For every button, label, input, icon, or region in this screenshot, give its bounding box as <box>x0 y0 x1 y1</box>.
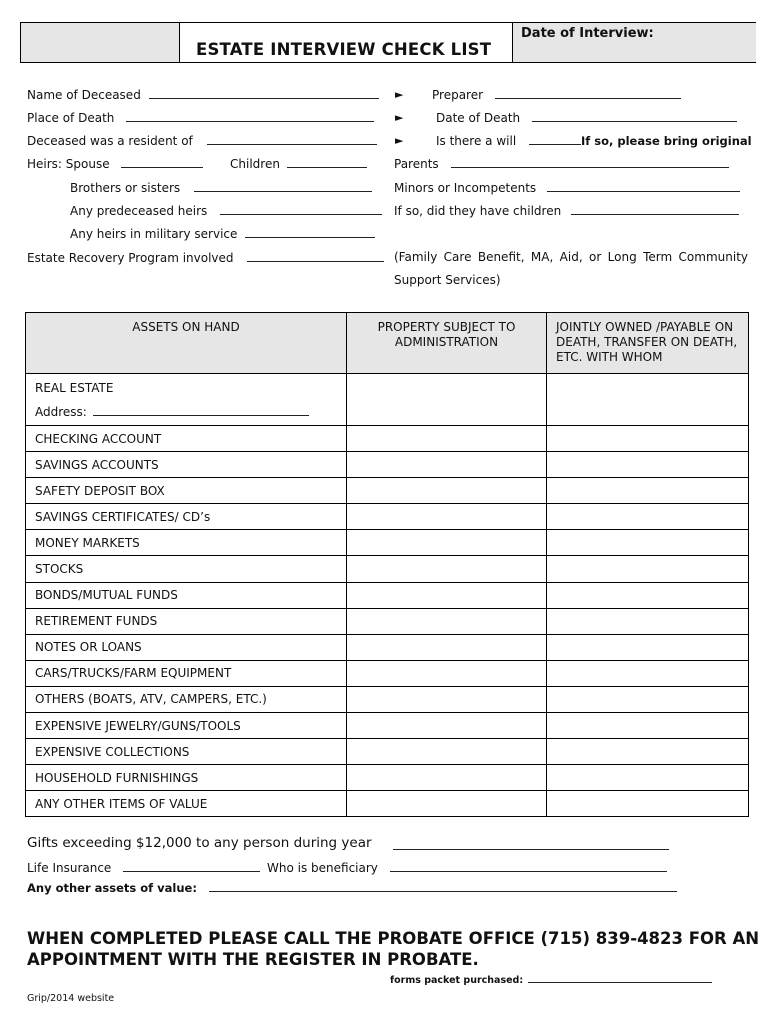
table-row <box>26 634 749 660</box>
property-cell[interactable] <box>347 478 547 504</box>
table-row <box>26 426 749 452</box>
jointly-owned-cell[interactable] <box>547 791 749 817</box>
will-label: Is there a will <box>436 134 517 148</box>
preparer-label: Preparer <box>432 88 484 102</box>
property-cell[interactable] <box>347 634 547 660</box>
will-line[interactable] <box>529 133 581 145</box>
place-of-death-label: Place of Death <box>27 111 115 125</box>
table-row-real-estate <box>26 374 749 426</box>
table-row <box>26 478 749 504</box>
col-assets-on-hand: ASSETS ON HAND <box>26 313 347 374</box>
property-cell[interactable] <box>347 686 547 712</box>
header-shaded-cell <box>21 23 180 62</box>
estate-recovery-label: Estate Recovery Program involved <box>27 251 234 265</box>
table-row <box>26 713 749 739</box>
property-cell[interactable] <box>347 791 547 817</box>
address-line[interactable] <box>93 404 309 416</box>
parents-label: Parents <box>394 157 439 171</box>
other-assets-field[interactable] <box>27 880 677 895</box>
forms-packet-line[interactable] <box>528 973 712 983</box>
resident-of-field[interactable] <box>27 133 377 148</box>
asset-label: ANY OTHER ITEMS OF VALUE <box>26 791 347 817</box>
asset-label: STOCKS <box>26 556 347 582</box>
jointly-owned-cell[interactable] <box>547 452 749 478</box>
call-probate-line-1: WHEN COMPLETED PLEASE CALL THE PROBATE OFFICE (715) 839-4823 FOR AN <box>27 929 760 948</box>
heirs-spouse-label: Heirs: Spouse <box>27 157 110 171</box>
asset-label: CHECKING ACCOUNT <box>26 426 347 452</box>
address-label: Address: <box>35 404 87 419</box>
children-field[interactable] <box>230 156 367 171</box>
table-row <box>26 739 749 765</box>
gifts-line[interactable] <box>393 838 669 850</box>
header-box <box>20 22 756 63</box>
property-cell[interactable] <box>347 660 547 686</box>
beneficiary-field[interactable] <box>267 860 667 875</box>
place-of-death-field[interactable] <box>27 110 374 125</box>
property-cell[interactable] <box>347 452 547 478</box>
predeceased-heirs-field[interactable] <box>70 203 382 218</box>
heirs-military-label: Any heirs in military service <box>70 227 238 241</box>
col-property-subject: PROPERTY SUBJECT TO ADMINISTRATION <box>347 313 547 374</box>
have-children-line[interactable] <box>571 203 739 215</box>
minors-field[interactable] <box>394 180 740 195</box>
table-row <box>26 582 749 608</box>
brothers-sisters-line[interactable] <box>194 180 372 192</box>
spouse-line[interactable] <box>121 156 203 168</box>
asset-label: BONDS/MUTUAL FUNDS <box>26 582 347 608</box>
gifts-label: Gifts exceeding $12,000 to any person during year <box>27 835 372 851</box>
asset-label: HOUSEHOLD FURNISHINGS <box>26 765 347 791</box>
beneficiary-line[interactable] <box>390 860 667 872</box>
table-row <box>26 765 749 791</box>
jointly-owned-cell[interactable] <box>547 608 749 634</box>
jointly-owned-cell[interactable] <box>547 530 749 556</box>
resident-of-line[interactable] <box>207 133 377 145</box>
heirs-military-line[interactable] <box>245 226 375 238</box>
jointly-owned-cell[interactable] <box>547 739 749 765</box>
call-probate-notice <box>27 928 759 970</box>
life-insurance-field[interactable] <box>27 860 260 875</box>
parents-field[interactable] <box>394 156 729 171</box>
property-cell[interactable] <box>347 582 547 608</box>
property-cell[interactable] <box>347 530 547 556</box>
preparer-field[interactable] <box>432 87 681 102</box>
property-cell[interactable] <box>347 608 547 634</box>
table-row <box>26 791 749 817</box>
date-of-death-field[interactable] <box>436 110 737 125</box>
asset-label: SAVINGS CERTIFICATES/ CD’s <box>26 504 347 530</box>
assets-table <box>25 312 749 817</box>
life-insurance-label: Life Insurance <box>27 861 112 875</box>
will-field[interactable] <box>436 133 752 148</box>
table-row <box>26 504 749 530</box>
jointly-owned-cell[interactable] <box>547 686 749 712</box>
asset-label: SAFETY DEPOSIT BOX <box>26 478 347 504</box>
arrow-bullet-icon: ► <box>395 134 404 147</box>
jointly-owned-cell[interactable] <box>547 478 749 504</box>
other-assets-label: Any other assets of value: <box>27 881 197 895</box>
page-title: ESTATE INTERVIEW CHECK LIST <box>196 40 492 59</box>
jointly-owned-cell[interactable] <box>547 765 749 791</box>
jointly-owned-cell[interactable] <box>547 713 749 739</box>
arrow-bullet-icon: ► <box>395 111 404 124</box>
asset-label: EXPENSIVE COLLECTIONS <box>26 739 347 765</box>
jointly-owned-cell[interactable] <box>547 582 749 608</box>
have-children-field[interactable] <box>394 203 739 218</box>
property-cell[interactable] <box>347 713 547 739</box>
asset-label: NOTES OR LOANS <box>26 634 347 660</box>
beneficiary-label: Who is beneficiary <box>267 861 378 875</box>
parents-line[interactable] <box>451 156 729 168</box>
assets-table-header-row <box>26 313 749 374</box>
header-title-cell <box>179 23 512 62</box>
jointly-owned-cell[interactable] <box>547 504 749 530</box>
date-of-interview-cell[interactable] <box>512 23 756 62</box>
estate-recovery-line[interactable] <box>247 250 384 262</box>
preparer-line[interactable] <box>495 87 681 99</box>
table-row <box>26 556 749 582</box>
name-of-deceased-field[interactable] <box>27 87 379 102</box>
jointly-owned-cell[interactable] <box>547 634 749 660</box>
estate-recovery-field[interactable] <box>27 250 384 265</box>
jointly-owned-cell[interactable] <box>547 660 749 686</box>
life-insurance-line[interactable] <box>123 860 260 872</box>
table-row <box>26 452 749 478</box>
name-of-deceased-label: Name of Deceased <box>27 88 141 102</box>
table-row <box>26 686 749 712</box>
footer-note: Grip/2014 website <box>27 993 115 1004</box>
table-row <box>26 608 749 634</box>
family-care-note: (Family Care Benefit, MA, Aid, or Long Term Community <box>394 250 748 264</box>
call-probate-line-2: APPOINTMENT WITH THE REGISTER IN PROBATE. <box>27 950 479 969</box>
property-cell[interactable] <box>347 504 547 530</box>
predeceased-heirs-line[interactable] <box>220 203 382 215</box>
property-cell[interactable] <box>347 556 547 582</box>
date-of-interview-label: Date of Interview: <box>521 26 654 41</box>
children-line[interactable] <box>287 156 367 168</box>
asset-label: OTHERS (BOATS, ATV, CAMPERS, ETC.) <box>26 686 347 712</box>
family-care-note-2: Support Services) <box>394 273 501 287</box>
table-row <box>26 530 749 556</box>
have-children-label: If so, did they have children <box>394 204 562 218</box>
minors-line[interactable] <box>547 180 740 192</box>
date-of-death-label: Date of Death <box>436 111 521 125</box>
minors-label: Minors or Incompetents <box>394 181 537 195</box>
forms-packet-label: forms packet purchased: <box>390 975 524 986</box>
col-jointly-owned: JOINTLY OWNED /PAYABLE ON DEATH, TRANSFER ON DEATH, ETC. WITH WHOM <box>547 313 749 374</box>
children-label: Children <box>230 157 280 171</box>
date-of-death-line[interactable] <box>532 110 737 122</box>
heirs-military-field[interactable] <box>70 226 375 241</box>
asset-label: MONEY MARKETS <box>26 530 347 556</box>
asset-label: SAVINGS ACCOUNTS <box>26 452 347 478</box>
resident-of-label: Deceased was a resident of <box>27 134 193 148</box>
gifts-field[interactable] <box>27 835 372 851</box>
jointly-owned-cell[interactable] <box>547 374 749 426</box>
real-estate-cell <box>26 374 347 426</box>
other-assets-line[interactable] <box>209 880 677 892</box>
place-of-death-line[interactable] <box>126 110 374 122</box>
brothers-sisters-label: Brothers or sisters <box>70 181 181 195</box>
will-note: If so, please bring original <box>580 134 752 148</box>
real-estate-label: REAL ESTATE <box>35 380 114 395</box>
jointly-owned-cell[interactable] <box>547 426 749 452</box>
asset-label: EXPENSIVE JEWELRY/GUNS/TOOLS <box>26 713 347 739</box>
property-cell[interactable] <box>347 374 547 426</box>
arrow-bullet-icon: ► <box>395 88 404 101</box>
table-row <box>26 660 749 686</box>
predeceased-heirs-label: Any predeceased heirs <box>70 204 208 218</box>
name-of-deceased-line[interactable] <box>149 87 379 99</box>
property-cell[interactable] <box>347 426 547 452</box>
jointly-owned-cell[interactable] <box>547 556 749 582</box>
forms-packet-field[interactable] <box>390 973 712 986</box>
brothers-sisters-field[interactable] <box>70 180 372 195</box>
asset-label: RETIREMENT FUNDS <box>26 608 347 634</box>
asset-label: CARS/TRUCKS/FARM EQUIPMENT <box>26 660 347 686</box>
property-cell[interactable] <box>347 739 547 765</box>
property-cell[interactable] <box>347 765 547 791</box>
address-field[interactable] <box>35 400 346 424</box>
heirs-spouse-field[interactable] <box>27 156 203 171</box>
